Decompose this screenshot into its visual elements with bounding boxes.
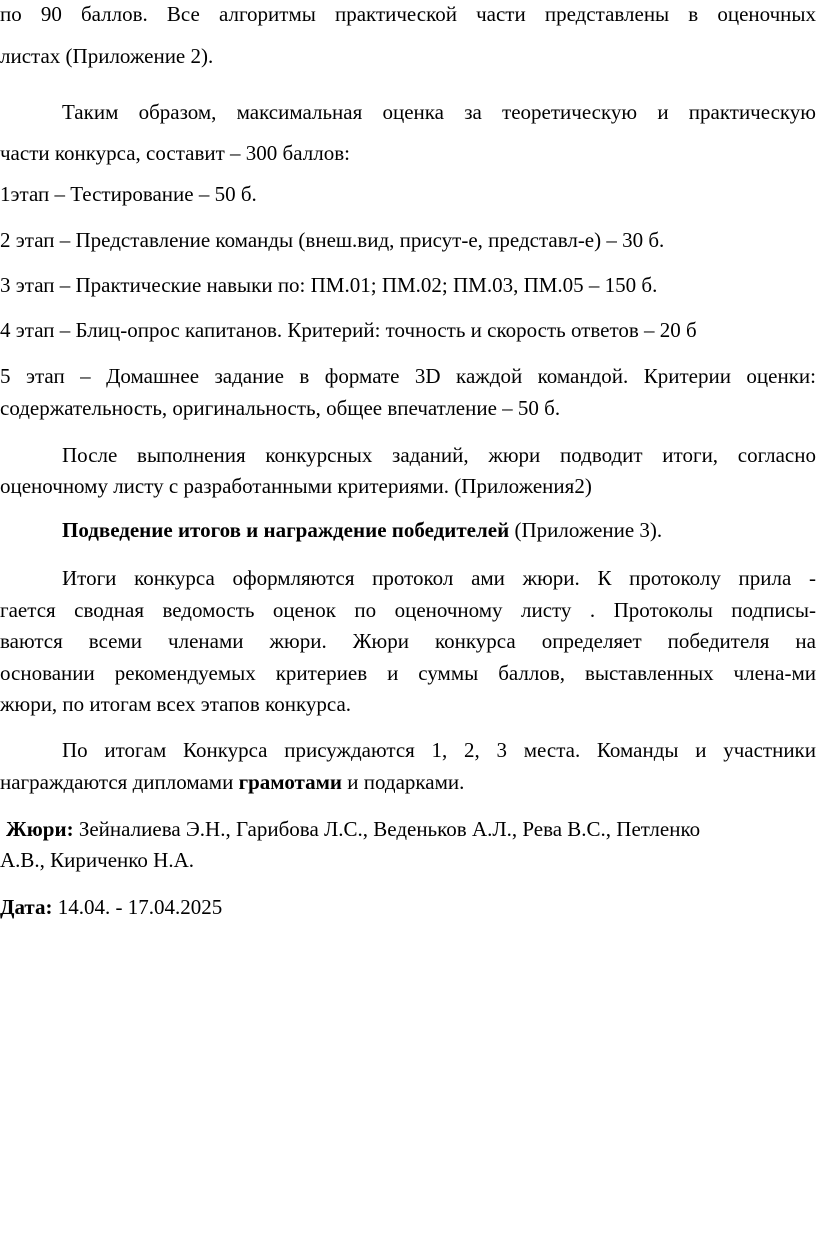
date-label: Дата: [0, 895, 53, 919]
jury-label: Жюри: [6, 817, 74, 841]
stage-5-line-2: содержательность, оригинальность, общее впечатление – 50 б. [0, 396, 561, 420]
paragraph-5-line-2 [0, 768, 816, 796]
paragraph-5-bold-word: грамотами [238, 770, 343, 794]
stage-1: 1этап – Тестирование – 50 б. [0, 182, 257, 206]
paragraph-3-line-2: оценочному листу с разработанными критериями. (Приложения2) [0, 474, 592, 498]
stage-3: 3 этап – Практические навыки по: ПМ.01; ПМ.02; ПМ.03, ПМ.05 – 150 б. [0, 273, 658, 297]
paragraph-4-line-4: основании рекомендуемых критериев и суммы баллов, выставленных члена-ми [0, 661, 816, 685]
date-value: 14.04. - 17.04.2025 [52, 895, 223, 919]
paragraph-5-line-2-end: и подарками. [342, 770, 465, 794]
paragraph-4-line-2: гается сводная ведомость оценок по оценочному листу . Протоколы подписы- [0, 598, 816, 622]
paragraph-5-line-2-start: награждаются дипломами [0, 770, 239, 794]
paragraph-2-line-2: части конкурса, составит – 300 баллов: [0, 141, 350, 165]
paragraph-5-line-1: По итогам Конкурса присуждаются 1, 2, 3 места. Команды и участники [62, 738, 816, 762]
jury-members: Зейналиева Э.Н., Гарибова Л.С., Веденьков А.Л., Рева В.С., Петленко [73, 817, 701, 841]
section-heading [0, 516, 816, 544]
paragraph-1-line-1: по 90 баллов. Все алгоритмы практической части представлены в оценочных [0, 2, 816, 26]
paragraph-4-line-3: ваются всеми членами жюри. Жюри конкурса определяет победителя на [0, 629, 816, 653]
jury-line-1 [6, 815, 816, 843]
date-line [0, 893, 816, 921]
paragraph-1-line-2: листах (Приложение 2). [0, 44, 214, 68]
paragraph-4-line-5: жюри, по итогам всех этапов конкурса. [0, 692, 352, 716]
section-heading-appendix: (Приложение 3). [509, 518, 663, 542]
stage-4: 4 этап – Блиц-опрос капитанов. Критерий: точность и скорость ответов – 20 б [0, 318, 697, 342]
paragraph-4-line-1: Итоги конкурса оформляются протокол ами жюри. К протоколу прила - [62, 566, 816, 590]
section-heading-bold: Подведение итогов и награждение победителей [62, 518, 510, 542]
stage-2: 2 этап – Представление команды (внеш.вид, присут-е, представл-е) – 30 б. [0, 228, 665, 252]
paragraph-3-line-1: После выполнения конкурсных заданий, жюри подводит итоги, согласно [62, 443, 816, 467]
jury-line-2: А.В., Кириченко Н.А. [0, 848, 194, 872]
stage-5-line-1: 5 этап – Домашнее задание в формате 3D каждой командой. Критерии оценки: [0, 364, 816, 388]
paragraph-2-line-1: Таким образом, максимальная оценка за теоретическую и практическую [62, 100, 816, 124]
